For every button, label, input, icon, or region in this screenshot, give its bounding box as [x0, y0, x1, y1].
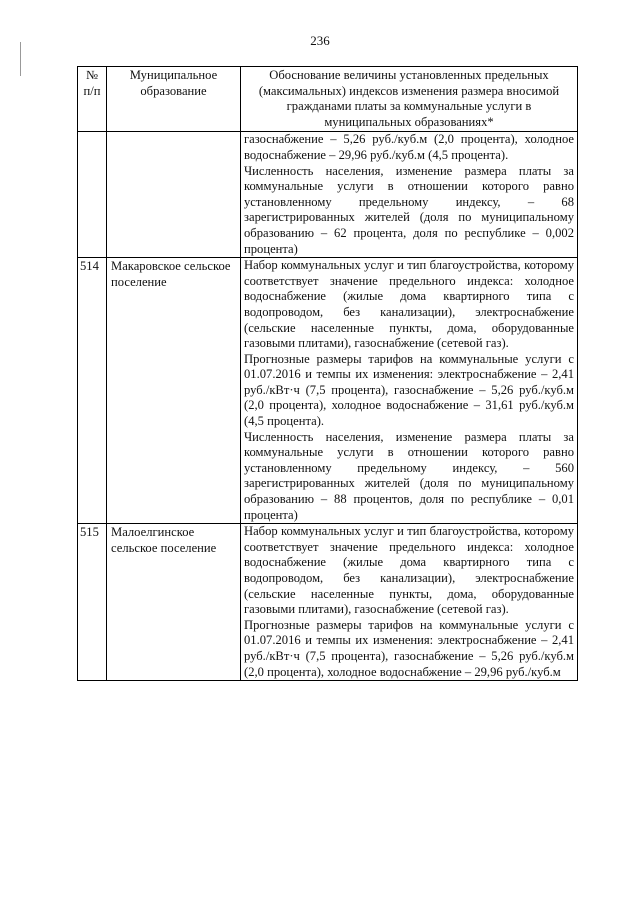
row-justification: [241, 132, 578, 258]
row-municipality: Малоелгинское сельское поселение: [107, 524, 241, 681]
row-municipality: [107, 132, 241, 258]
justification-paragraph: Численность населения, изменение размера платы за коммунальные услуги в отношении которого равно установленному предельному индексу, – 560 зарегистрированных жителей (доля по муниципальному образованию – 88 процентов, доля по республике – 0,01 процента): [244, 429, 574, 522]
header-municipality: Муниципальное образование: [107, 67, 241, 132]
margin-mark: [20, 42, 21, 76]
table-header-row: [78, 67, 578, 132]
justification-paragraph: Численность населения, изменение размера платы за коммунальные услуги в отношении которого равно установленному предельному индексу, – 68 зарегистрированных жителей (доля по муниципальному образованию – 62 процента, доля по республике – 0,002 процента): [244, 163, 574, 256]
row-num: 514: [78, 258, 107, 524]
justification-paragraph: Набор коммунальных услуг и тип благоустройства, которому соответствует значение предельного индекса: холодное водоснабжение (жилые дома квартирного типа с водопроводом, без канализации), электроснабжение (сельские населенные пункты, дома, оборудованные газовыми плитами), газоснабжение (сетевой газ).: [244, 524, 574, 617]
justification-paragraph: газоснабжение – 5,26 руб./куб.м (2,0 процента), холодное водоснабжение – 29,96 руб./куб.м (4,5 процента).: [244, 132, 574, 162]
row-num: [78, 132, 107, 258]
page-number: 236: [310, 33, 330, 48]
row-justification: [241, 524, 578, 681]
header-num: № п/п: [78, 67, 107, 132]
municipal-index-table: [77, 66, 578, 681]
row-municipality: Макаровское сельское поселение: [107, 258, 241, 524]
table-row: [78, 258, 578, 524]
justification-paragraph: Прогнозные размеры тарифов на коммунальные услуги с 01.07.2016 и темпы их изменения: электроснабжение – 2,41 руб./кВт·ч (7,5 процента), газоснабжение – 5,26 руб./куб.м (2,0 процента), холодное водоснабжение – 31,61 руб./куб.м (4,5 процента).: [244, 351, 574, 429]
justification-paragraph: Прогнозные размеры тарифов на коммунальные услуги с 01.07.2016 и темпы их изменения: электроснабжение – 2,41 руб./кВт·ч (7,5 процента), газоснабжение – 5,26 руб./куб.м (2,0 процента), холодное водоснабжение – 29,96 руб./куб.м: [244, 617, 574, 679]
table-row: [78, 132, 578, 258]
row-num: 515: [78, 524, 107, 681]
table-row: [78, 524, 578, 681]
header-justification: Обоснование величины установленных предельных (максимальных) индексов изменения размера вносимой гражданами платы за коммунальные услуги в муниципальных образованиях*: [241, 67, 578, 132]
row-justification: [241, 258, 578, 524]
justification-paragraph: Набор коммунальных услуг и тип благоустройства, которому соответствует значение предельного индекса: холодное водоснабжение (жилые дома квартирного типа с водопроводом, без канализации), электроснабжение (сельские населенные пункты, дома, оборудованные газовыми плитами), газоснабжение (сетевой газ).: [244, 258, 574, 351]
